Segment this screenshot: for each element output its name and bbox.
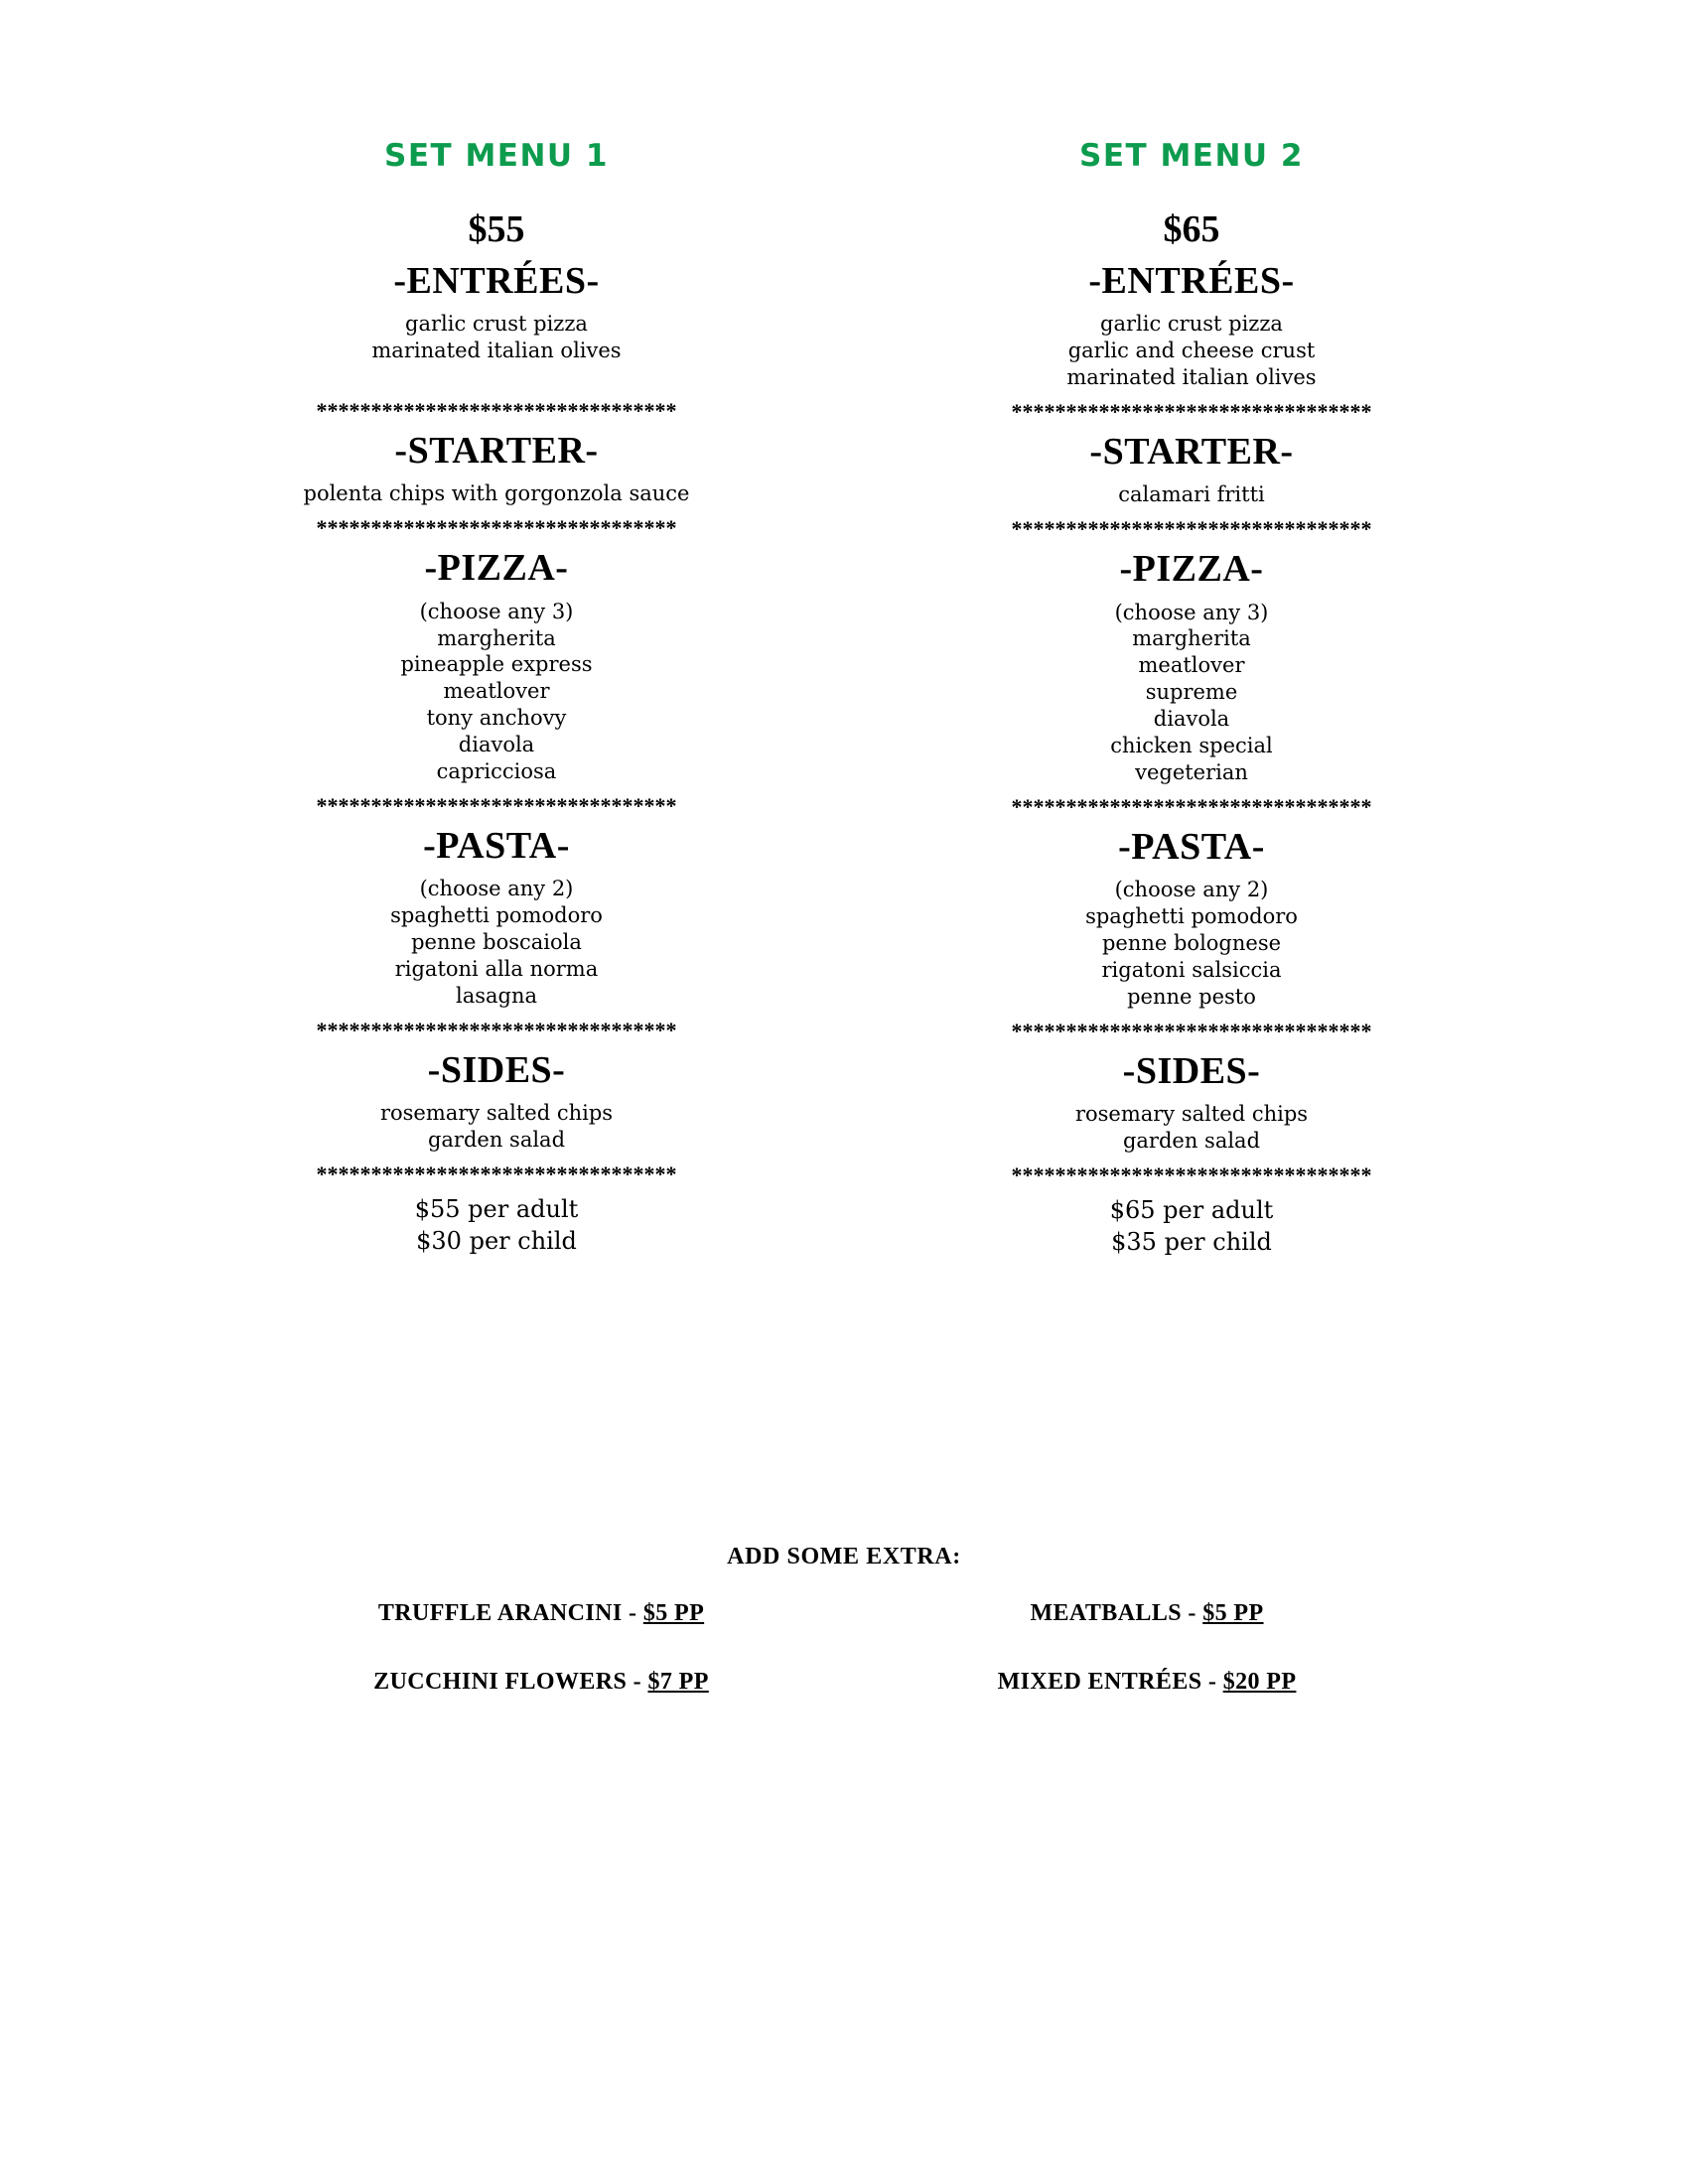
set-menu-2-title: SET MENU 2 <box>1079 138 1304 174</box>
set-menu-1-pizza-item: capricciosa <box>436 758 557 783</box>
set-menu-2-pasta-heading: -PASTA- <box>1118 825 1265 868</box>
section-divider: ********************************* <box>316 517 677 540</box>
set-menu-1-column <box>268 139 725 1259</box>
set-menu-1-price: $55 <box>468 208 525 251</box>
extra-item-separator: - <box>1201 1669 1223 1695</box>
set-menu-2-entrees-item: garlic crust pizza <box>1100 312 1283 337</box>
set-menu-1-pizza-item: margherita <box>437 625 556 650</box>
set-menu-1-pasta-item: spaghetti pomodoro <box>390 903 603 928</box>
set-menu-1-sides-heading: -SIDES- <box>427 1048 566 1091</box>
set-menu-2-pasta-item: penne bolognese <box>1101 930 1282 955</box>
set-menus-container <box>0 139 1688 1259</box>
extra-item-separator: - <box>1182 1600 1203 1626</box>
set-menu-1-entrees-heading: -ENTRÉES- <box>393 259 600 302</box>
set-menu-1-entrees-item: marinated italian olives <box>371 338 622 362</box>
set-menu-1-adult-price: $55 per adult <box>414 1194 579 1223</box>
set-menu-2-price: $65 <box>1163 208 1220 251</box>
extras-grid <box>0 1600 1688 1696</box>
section-divider: ********************************* <box>1011 1020 1372 1042</box>
set-menu-1-pizza-note: (choose any 3) <box>419 599 574 623</box>
set-menu-2-column <box>963 139 1420 1259</box>
set-menu-1-pizza-item: tony anchovy <box>426 706 567 731</box>
set-menu-2-sides-item: rosemary salted chips <box>1074 1102 1309 1127</box>
extra-item-meatballs <box>844 1600 1450 1627</box>
set-menu-2-entrees-heading: -ENTRÉES- <box>1088 259 1295 302</box>
set-menu-1-sides-item: garden salad <box>427 1128 566 1153</box>
set-menu-2-sides-heading: -SIDES- <box>1122 1049 1261 1092</box>
set-menu-1-entrees-item: garlic crust pizza <box>405 312 588 337</box>
extra-item-price: $5 PP <box>642 1600 705 1626</box>
set-menu-1-pasta-note: (choose any 2) <box>419 877 574 901</box>
extra-item-price: $5 PP <box>1202 1600 1264 1626</box>
set-menu-2-pasta-item: rigatoni salsiccia <box>1101 957 1282 982</box>
set-menu-1-pasta-item: lasagna <box>455 983 538 1008</box>
set-menu-2-pasta-item: spaghetti pomodoro <box>1085 904 1298 929</box>
set-menu-2-adult-price: $65 per adult <box>1109 1195 1274 1224</box>
extra-item-price: $20 PP <box>1222 1669 1297 1695</box>
set-menu-2-footer-prices <box>963 1194 1420 1259</box>
extras-row <box>0 1600 1688 1627</box>
set-menu-1-footer-prices <box>268 1193 725 1258</box>
set-menu-2-pasta-item: penne pesto <box>1127 984 1256 1009</box>
set-menu-2-entrees-item: garlic and cheese crust <box>1067 338 1316 362</box>
set-menu-1-pizza-heading: -PIZZA- <box>424 547 569 590</box>
set-menu-2-pasta-note: (choose any 2) <box>1114 878 1269 902</box>
set-menu-2-pizza-heading: -PIZZA- <box>1119 548 1264 591</box>
extra-item-name: MIXED ENTRÉES <box>997 1669 1202 1695</box>
set-menu-1-pasta-item: penne boscaiola <box>411 930 582 955</box>
set-menu-2-pizza-item: vegeterian <box>1135 759 1248 784</box>
set-menu-2-pizza-item: diavola <box>1153 707 1230 732</box>
set-menu-1-starter-item: polenta chips with gorgonzola sauce <box>303 481 690 506</box>
extra-item-truffle-arancini <box>238 1600 844 1627</box>
extra-item-price: $7 PP <box>647 1669 709 1695</box>
set-menu-1-starter-heading: -STARTER- <box>394 429 599 472</box>
set-menu-1-pizza-item: pineapple express <box>400 652 593 677</box>
extras-section <box>0 1544 1688 1696</box>
set-menu-2-pizza-item: supreme <box>1145 680 1238 705</box>
set-menu-2-starter-item: calamari fritti <box>1118 482 1265 507</box>
set-menu-1-pasta-heading: -PASTA- <box>423 824 570 867</box>
section-divider: ********************************* <box>316 399 677 422</box>
set-menu-2-pizza-item: margherita <box>1132 626 1251 651</box>
set-menu-2-entrees-item: marinated italian olives <box>1066 364 1317 389</box>
section-divider: ********************************* <box>1011 518 1372 541</box>
section-divider: ********************************* <box>1011 795 1372 818</box>
extra-item-separator: - <box>622 1600 643 1626</box>
section-divider: ********************************* <box>316 1019 677 1041</box>
set-menu-2-starter-heading: -STARTER- <box>1089 430 1294 473</box>
spacer <box>268 364 725 390</box>
extra-item-name: ZUCCHINI FLOWERS <box>373 1669 628 1695</box>
extra-item-mixed-entrees <box>844 1669 1450 1696</box>
section-divider: ********************************* <box>316 794 677 817</box>
extra-item-name: TRUFFLE ARANCINI <box>377 1600 623 1626</box>
set-menu-2-pizza-item: chicken special <box>1110 733 1273 757</box>
set-menu-1-child-price: $30 per child <box>416 1227 577 1256</box>
extras-title: ADD SOME EXTRA: <box>727 1544 961 1570</box>
set-menu-2-sides-item: garden salad <box>1122 1128 1261 1153</box>
extra-item-separator: - <box>627 1669 648 1695</box>
set-menu-1-sides-item: rosemary salted chips <box>379 1101 614 1126</box>
set-menu-1-title: SET MENU 1 <box>384 138 609 174</box>
section-divider: ********************************* <box>1011 1163 1372 1186</box>
extras-row <box>0 1669 1688 1696</box>
extra-item-name: MEATBALLS <box>1030 1600 1182 1626</box>
section-divider: ********************************* <box>1011 400 1372 423</box>
extra-item-zucchini-flowers <box>238 1669 844 1696</box>
set-menu-2-pizza-item: meatlover <box>1138 653 1245 678</box>
set-menu-1-pasta-item: rigatoni alla norma <box>394 956 599 981</box>
set-menu-2-child-price: $35 per child <box>1111 1228 1272 1257</box>
set-menu-2-pizza-note: (choose any 3) <box>1114 600 1269 624</box>
section-divider: ********************************* <box>316 1162 677 1185</box>
set-menu-1-pizza-item: meatlover <box>443 679 550 704</box>
set-menu-1-pizza-item: diavola <box>458 733 535 757</box>
